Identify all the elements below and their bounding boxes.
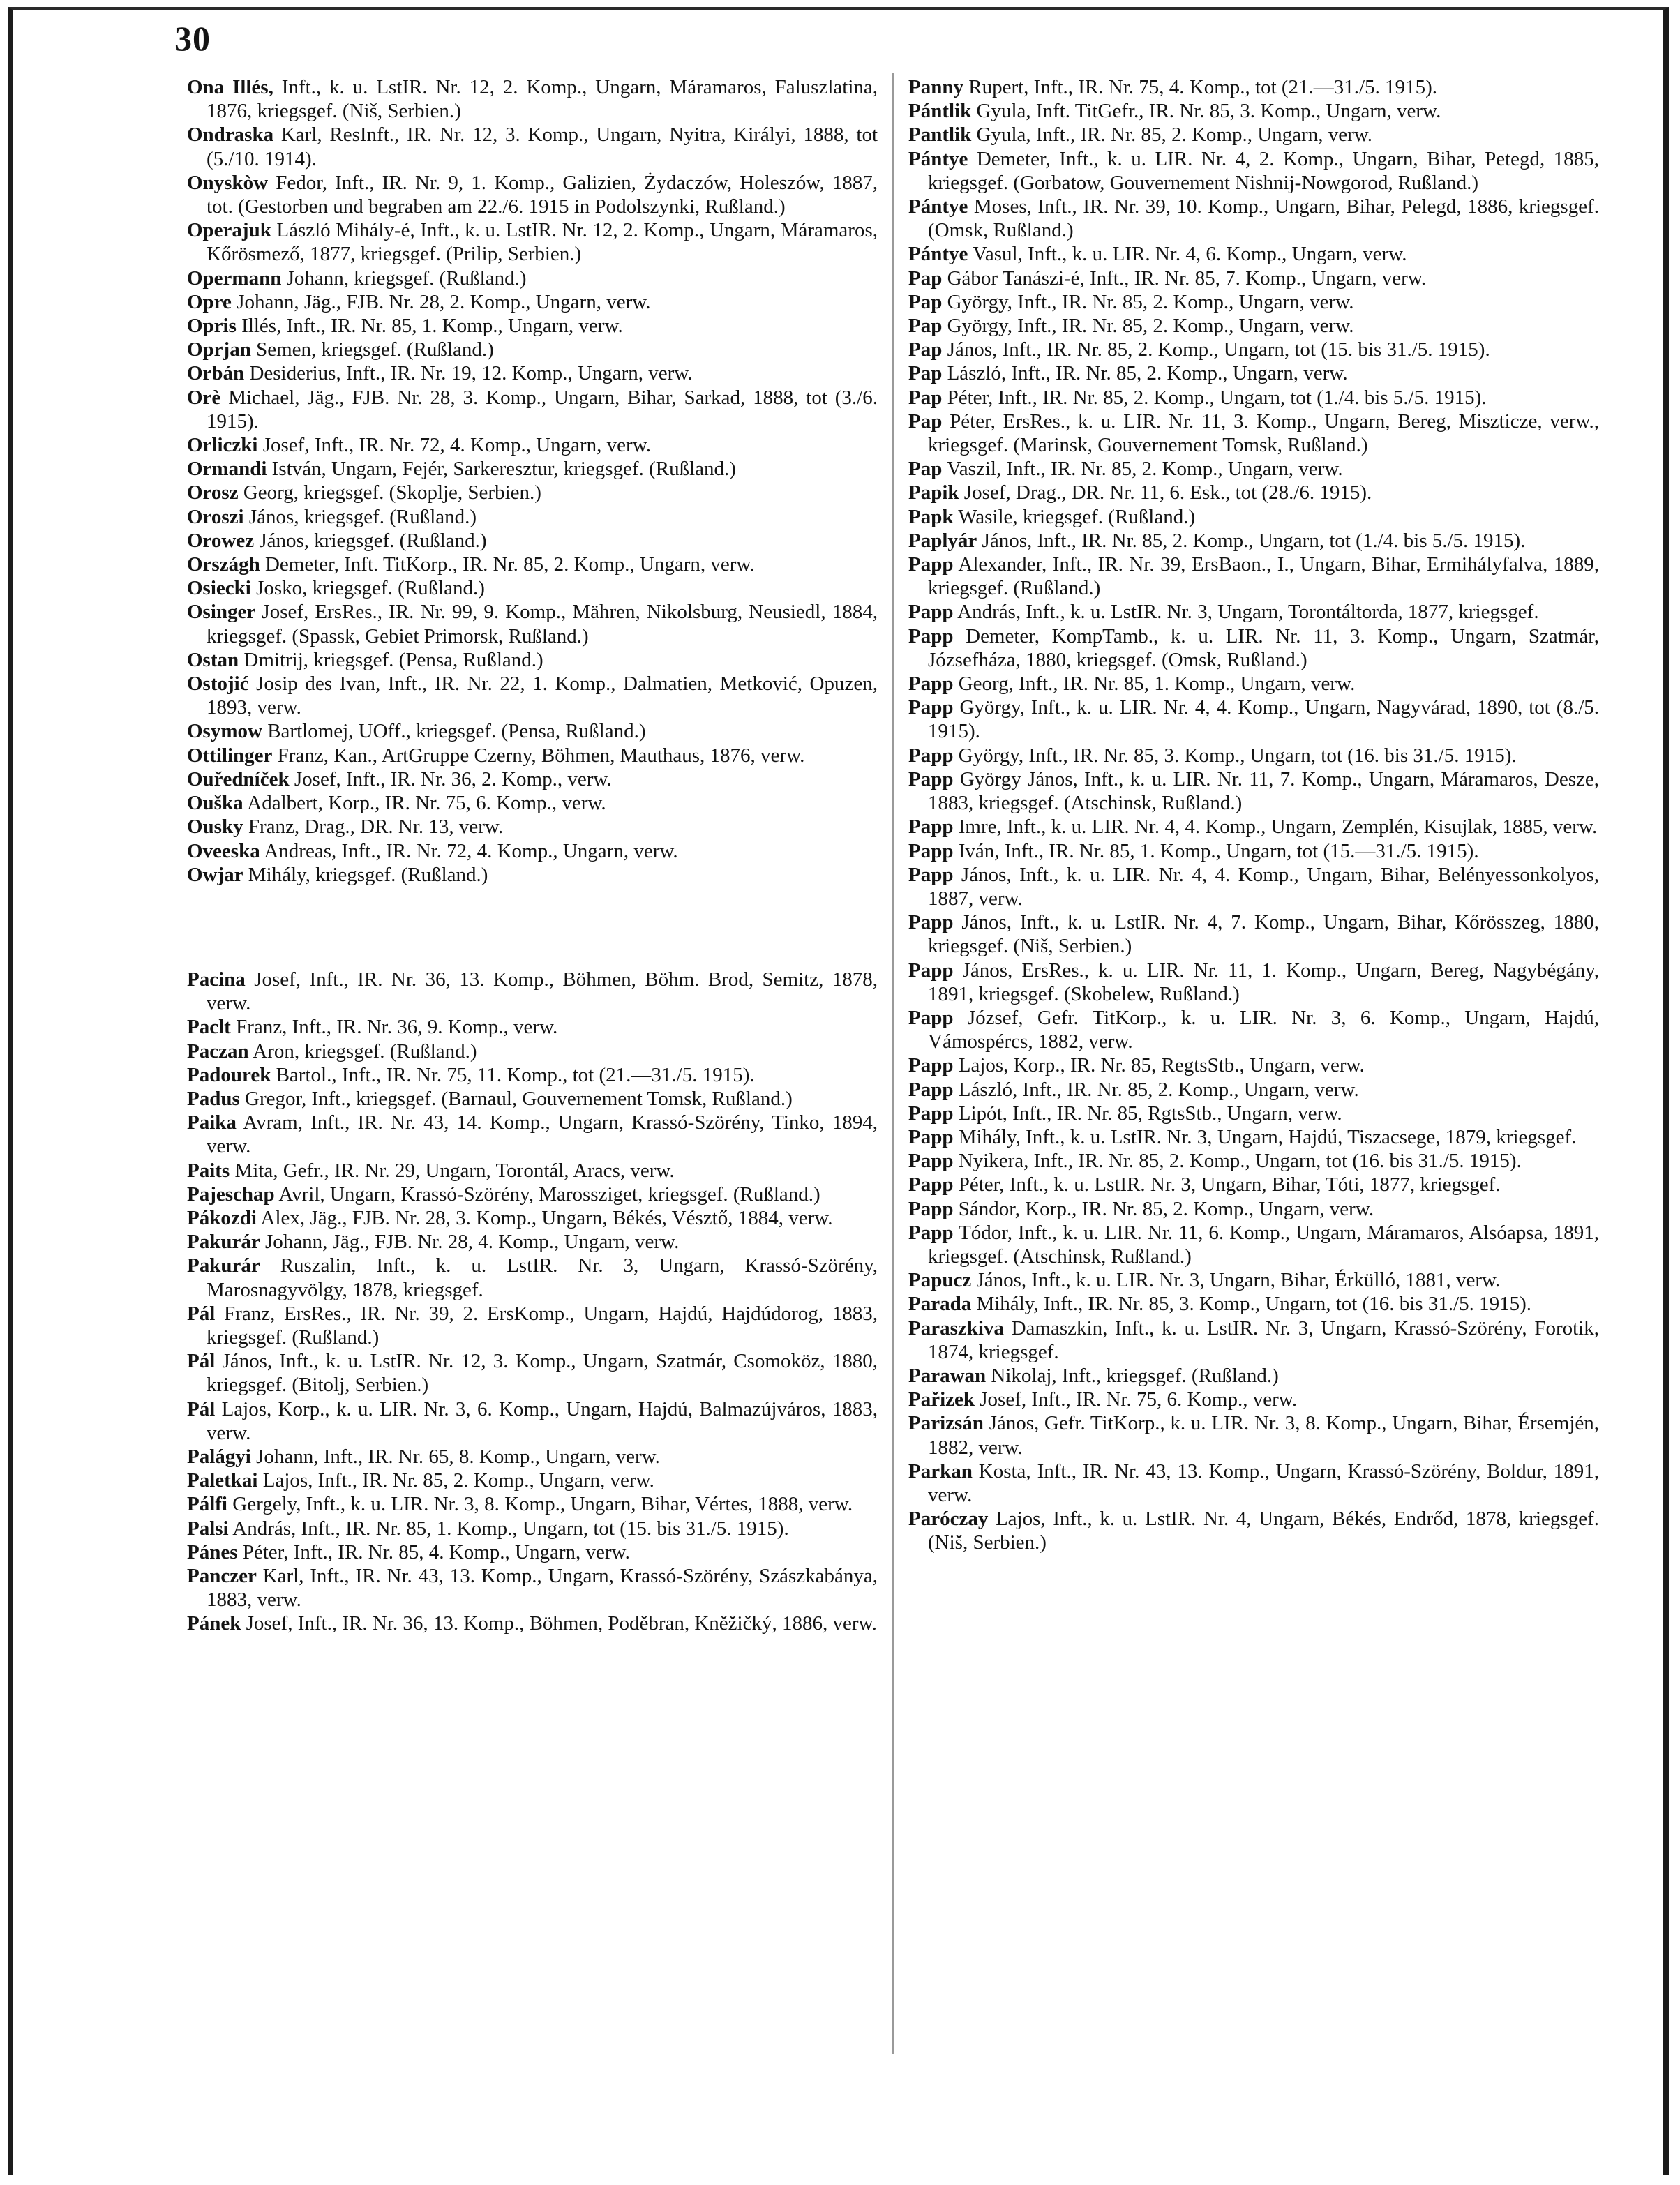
register-entry bbox=[187, 767, 878, 791]
entry-details: Inft., k. u. LstIR. Nr. 12, 2. Komp., Ungarn, Máramaros, Faluszlatina, 1876, kriegsgef. (Niš, Serbien.) bbox=[207, 76, 878, 123]
register-entry bbox=[908, 481, 1599, 504]
entry-details: Demeter, Inft. TitKorp., IR. Nr. 85, 2. Komp., Ungarn, verw. bbox=[260, 553, 755, 576]
entry-details: Bartol., Inft., IR. Nr. 75, 11. Komp., tot (21.—31./5. 1915). bbox=[271, 1063, 755, 1086]
entry-surname: Papp bbox=[908, 696, 954, 719]
entry-details: Gergely, Inft., k. u. LIR. Nr. 3, 8. Komp., Ungarn, Bihar, Vértes, 1888, verw. bbox=[227, 1493, 853, 1516]
entry-details: Franz, ErsRes., IR. Nr. 39, 2. ErsKomp., Ungarn, Hajdú, Hajdúdorog, 1883, kriegsgef. (Rußland.) bbox=[207, 1302, 878, 1349]
register-entry bbox=[187, 744, 878, 767]
entry-details: Vaszil, Inft., IR. Nr. 85, 2. Komp., Ungarn, verw. bbox=[942, 458, 1343, 481]
register-entry bbox=[187, 1015, 878, 1039]
register-entry bbox=[187, 1254, 878, 1301]
entry-surname: Pakurár bbox=[187, 1254, 260, 1277]
register-entry bbox=[908, 1411, 1599, 1459]
entry-details: Péter, Inft., IR. Nr. 85, 2. Komp., Ungarn, tot (1./4. bis 5./5. 1915). bbox=[942, 386, 1487, 409]
register-entry bbox=[187, 1039, 878, 1063]
entry-surname: Papucz bbox=[908, 1269, 972, 1292]
entry-surname: Pap bbox=[908, 362, 943, 385]
entry-details: Andreas, Inft., IR. Nr. 72, 4. Komp., Ungarn, verw. bbox=[260, 839, 678, 862]
entry-details: Johann, Jäg., FJB. Nr. 28, 4. Komp., Ungarn, verw. bbox=[260, 1231, 680, 1254]
entry-details: Desiderius, Inft., IR. Nr. 19, 12. Komp., Ungarn, verw. bbox=[244, 362, 693, 385]
entry-details: Josef, Drag., DR. Nr. 11, 6. Esk., tot (28./6. 1915). bbox=[959, 481, 1372, 504]
entry-surname: Papp bbox=[908, 816, 954, 839]
entry-surname: Pap bbox=[908, 386, 943, 409]
entry-details: Johann, Jäg., FJB. Nr. 28, 2. Komp., Ungarn, verw. bbox=[231, 290, 651, 313]
entry-surname: Papp bbox=[908, 1125, 954, 1148]
register-entry bbox=[187, 576, 878, 600]
entry-details: Wasile, kriegsgef. (Rußland.) bbox=[953, 505, 1196, 528]
entry-surname: Parada bbox=[908, 1293, 972, 1316]
entry-details: József, Gefr. TitKorp., k. u. LIR. Nr. 3, 6. Komp., Ungarn, Hajdú, Vámospércs, 1882, verw. bbox=[928, 1006, 1599, 1053]
entry-surname: Orowez bbox=[187, 529, 255, 552]
register-entry bbox=[908, 361, 1599, 385]
entry-surname: Papik bbox=[908, 481, 959, 504]
entry-surname: Országh bbox=[187, 553, 260, 576]
register-entry bbox=[908, 290, 1599, 314]
entry-details: György, Inft., IR. Nr. 85, 3. Komp., Ungarn, tot (16. bis 31./5. 1915). bbox=[953, 744, 1517, 767]
entry-surname: Papp bbox=[908, 839, 954, 862]
entry-surname: Palsi bbox=[187, 1517, 229, 1540]
entry-details: Josef, Inft., IR. Nr. 36, 2. Komp., verw. bbox=[289, 767, 612, 790]
entry-surname: Paraszkiva bbox=[908, 1316, 1004, 1339]
register-entry bbox=[908, 195, 1599, 242]
entry-surname: Ormandi bbox=[187, 458, 267, 481]
entry-details: Fedor, Inft., IR. Nr. 9, 1. Komp., Galizien, Żydaczów, Holeszów, 1887, tot. (Gestorben und begraben am 22./6. 1915 in Podolszynki, Rußland.) bbox=[207, 171, 878, 218]
entry-surname: Paróczay bbox=[908, 1508, 989, 1531]
register-entry bbox=[187, 338, 878, 361]
register-entry bbox=[187, 314, 878, 338]
entry-surname: Papp bbox=[908, 1173, 954, 1196]
register-entry bbox=[908, 123, 1599, 147]
entry-details: Georg, Inft., IR. Nr. 85, 1. Komp., Ungarn, verw. bbox=[953, 673, 1356, 696]
entry-surname: Ouška bbox=[187, 792, 243, 815]
entry-surname: Osinger bbox=[187, 601, 256, 624]
register-entry bbox=[908, 863, 1599, 910]
register-entry bbox=[908, 1221, 1599, 1268]
register-entry bbox=[187, 218, 878, 266]
register-entry bbox=[187, 266, 878, 290]
entry-details: Gábor Tanászi-é, Inft., IR. Nr. 85, 7. Komp., Ungarn, verw. bbox=[942, 266, 1427, 290]
entry-surname: Paclt bbox=[187, 1016, 231, 1039]
entry-details: Mihály, kriegsgef. (Rußland.) bbox=[243, 863, 488, 886]
entry-details: János, Gefr. TitKorp., k. u. LIR. Nr. 3, 8. Komp., Ungarn, Bihar, Érsemjén, 1882, verw. bbox=[928, 1412, 1599, 1459]
entry-surname: Onyskòw bbox=[187, 171, 269, 194]
entry-surname: Papp bbox=[908, 624, 954, 647]
register-entry bbox=[187, 481, 878, 504]
entry-details: Lipót, Inft., IR. Nr. 85, RgtsStb., Ungarn, verw. bbox=[953, 1102, 1342, 1125]
entry-details: Imre, Inft., k. u. LIR. Nr. 4, 4. Komp., Ungarn, Zemplén, Kisujlak, 1885, verw. bbox=[953, 816, 1598, 839]
entry-surname: Papp bbox=[908, 601, 954, 624]
entry-details: György, Inft., IR. Nr. 85, 2. Komp., Ungarn, verw. bbox=[942, 290, 1354, 313]
entry-details: Karl, Inft., IR. Nr. 43, 13. Komp., Ungarn, Krassó-Szörény, Szászkabánya, 1883, verw. bbox=[207, 1564, 878, 1612]
register-entry bbox=[908, 1316, 1599, 1364]
right-column bbox=[908, 75, 1599, 1555]
entry-details: András, Inft., k. u. LstIR. Nr. 3, Ungarn, Torontáltorda, 1877, kriegsgef. bbox=[953, 601, 1539, 624]
entry-details: Semen, kriegsgef. (Rußland.) bbox=[250, 338, 494, 361]
entry-surname: Opermann bbox=[187, 266, 282, 290]
register-entry bbox=[187, 1564, 878, 1612]
entry-surname: Orosz bbox=[187, 481, 239, 504]
entry-details: Josef, ErsRes., IR. Nr. 99, 9. Komp., Mähren, Nikolsburg, Neusiedl, 1884, kriegsgef. (Spassk, Gebiet Primorsk, Rußland.) bbox=[207, 601, 878, 647]
entry-details: Péter, ErsRes., k. u. LIR. Nr. 11, 3. Komp., Ungarn, Bereg, Miszticze, verw., kriegsgef. (Marinsk, Gouvernement Tomsk, Rußland.) bbox=[928, 410, 1599, 457]
entry-surname: Owjar bbox=[187, 863, 243, 886]
register-entry bbox=[908, 386, 1599, 410]
register-entry bbox=[187, 75, 878, 123]
register-entry bbox=[908, 99, 1599, 123]
entry-details: Michael, Jäg., FJB. Nr. 28, 3. Komp., Ungarn, Bihar, Sarkad, 1888, tot (3./6. 1915). bbox=[207, 386, 878, 433]
entry-details: Josef, Inft., IR. Nr. 72, 4. Komp., Ungarn, verw. bbox=[257, 434, 652, 457]
register-entry bbox=[187, 791, 878, 815]
register-entry bbox=[908, 242, 1599, 266]
entry-details: Johann, kriegsgef. (Rußland.) bbox=[281, 266, 527, 290]
entry-surname: Papp bbox=[908, 1102, 954, 1125]
entry-surname: Paletkai bbox=[187, 1469, 258, 1492]
register-entry bbox=[908, 1388, 1599, 1411]
register-entry bbox=[908, 1053, 1599, 1077]
entry-details: András, Inft., IR. Nr. 85, 1. Komp., Ungarn, tot (15. bis 31./5. 1915). bbox=[228, 1517, 789, 1540]
entry-surname: Papp bbox=[908, 1054, 954, 1077]
entry-details: Lajos, Korp., IR. Nr. 85, RegtsStb., Ungarn, verw. bbox=[953, 1054, 1365, 1077]
register-entry bbox=[908, 910, 1599, 958]
entry-details: Avril, Ungarn, Krassó-Szörény, Marossziget, kriegsgef. (Rußland.) bbox=[274, 1182, 820, 1206]
register-entry bbox=[908, 839, 1599, 863]
entry-details: Franz, Drag., DR. Nr. 13, verw. bbox=[243, 816, 504, 839]
entry-details: Mihály, Inft., k. u. LstIR. Nr. 3, Ungarn, Hajdú, Tiszacsege, 1879, kriegsgef. bbox=[953, 1125, 1577, 1148]
register-entry bbox=[187, 719, 878, 743]
entry-surname: Ostojić bbox=[187, 673, 249, 696]
register-entry bbox=[187, 386, 878, 433]
entry-details: György, Inft., IR. Nr. 85, 2. Komp., Ungarn, verw. bbox=[942, 315, 1354, 338]
entry-surname: Paplyár bbox=[908, 529, 977, 552]
register-entry bbox=[187, 1492, 878, 1516]
entry-details: László, Inft., IR. Nr. 85, 2. Komp., Ungarn, verw. bbox=[953, 1078, 1359, 1101]
register-entry bbox=[908, 505, 1599, 529]
register-entry bbox=[908, 672, 1599, 696]
entry-details: János, Inft., k. u. LstIR. Nr. 4, 7. Komp., Ungarn, Bihar, Kőrösszeg, 1880, kriegsgef. (Niš, Serbien.) bbox=[928, 911, 1599, 958]
register-entry bbox=[187, 815, 878, 839]
entry-surname: Padourek bbox=[187, 1063, 271, 1086]
entry-surname: Oveeska bbox=[187, 839, 260, 862]
entry-details: Vasul, Inft., k. u. LIR. Nr. 4, 6. Komp., Ungarn, verw. bbox=[968, 243, 1407, 266]
register-entry bbox=[187, 457, 878, 481]
entry-details: Rupert, Inft., IR. Nr. 75, 4. Komp., tot (21.—31./5. 1915). bbox=[963, 76, 1438, 98]
entry-details: Avram, Inft., IR. Nr. 43, 14. Komp., Ungarn, Krassó-Szörény, Tinko, 1894, verw. bbox=[207, 1111, 878, 1158]
register-entry bbox=[187, 1230, 878, 1254]
entry-details: Lajos, Inft., IR. Nr. 85, 2. Komp., Ungarn, verw. bbox=[257, 1469, 654, 1492]
register-entry bbox=[908, 1268, 1599, 1292]
entry-surname: Parkan bbox=[908, 1459, 973, 1482]
register-entry bbox=[187, 171, 878, 218]
register-entry bbox=[908, 1197, 1599, 1221]
entry-details: Dmitrij, kriegsgef. (Pensa, Rußland.) bbox=[239, 648, 543, 671]
entry-surname: Panny bbox=[908, 76, 963, 98]
entry-details: Moses, Inft., IR. Nr. 39, 10. Komp., Ungarn, Bihar, Pelegd, 1886, kriegsgef. (Omsk, Rußland.) bbox=[928, 195, 1599, 242]
register-entry bbox=[187, 1349, 878, 1397]
entry-details: Demeter, Inft., k. u. LIR. Nr. 4, 2. Komp., Ungarn, Bihar, Petegd, 1885, kriegsgef. (Gorbatow, Gouvernement Nishnij-Nowgorod, Rußland.) bbox=[928, 147, 1599, 194]
entry-details: Georg, kriegsgef. (Skoplje, Serbien.) bbox=[238, 481, 541, 504]
entry-details: Josef, Inft., IR. Nr. 75, 6. Komp., verw. bbox=[975, 1388, 1298, 1411]
entry-details: János, kriegsgef. (Rußland.) bbox=[254, 529, 487, 552]
register-entry bbox=[187, 672, 878, 719]
entry-surname: Oroszi bbox=[187, 505, 244, 528]
entry-details: Nyikera, Inft., IR. Nr. 85, 2. Komp., Ungarn, tot (16. bis 31./5. 1915). bbox=[953, 1150, 1522, 1173]
register-entry bbox=[187, 505, 878, 529]
register-entry bbox=[187, 433, 878, 457]
entry-surname: Pántye bbox=[908, 243, 968, 266]
page-number: 30 bbox=[174, 19, 211, 58]
entry-details: Nikolaj, Inft., kriegsgef. (Rußland.) bbox=[986, 1364, 1279, 1387]
register-entry bbox=[187, 1540, 878, 1564]
entry-surname: Pál bbox=[187, 1397, 216, 1420]
entry-details: Gyula, Inft. TitGefr., IR. Nr. 85, 3. Komp., Ungarn, verw. bbox=[971, 100, 1441, 123]
entry-details: Tódor, Inft., k. u. LIR. Nr. 11, 6. Komp., Ungarn, Máramaros, Alsóapsa, 1891, kriegsgef. (Atschinsk, Rußland.) bbox=[928, 1221, 1599, 1268]
entry-details: Sándor, Korp., IR. Nr. 85, 2. Komp., Ungarn, verw. bbox=[953, 1197, 1374, 1220]
register-entry bbox=[908, 266, 1599, 290]
entry-details: Mita, Gefr., IR. Nr. 29, Ungarn, Torontál, Aracs, verw. bbox=[230, 1159, 675, 1182]
entry-details: Lajos, Korp., k. u. LIR. Nr. 3, 6. Komp., Ungarn, Hajdú, Balmazújváros, 1883, verw. bbox=[207, 1397, 878, 1444]
entry-details: Josip des Ivan, Inft., IR. Nr. 22, 1. Komp., Dalmatien, Metković, Opuzen, 1893, verw. bbox=[207, 673, 878, 719]
register-entry bbox=[908, 314, 1599, 338]
entry-surname: Operajuk bbox=[187, 219, 271, 242]
register-entry bbox=[908, 1459, 1599, 1507]
entry-details: Johann, Inft., IR. Nr. 65, 8. Komp., Ungarn, verw. bbox=[250, 1445, 660, 1468]
entry-surname: Pap bbox=[908, 290, 943, 313]
register-entry bbox=[908, 767, 1599, 815]
entry-surname: Pap bbox=[908, 315, 943, 338]
entry-details: Franz, Kan., ArtGruppe Czerny, Böhmen, Mauthaus, 1876, verw. bbox=[272, 744, 805, 767]
entry-details: Karl, ResInft., IR. Nr. 12, 3. Komp., Ungarn, Nyitra, Királyi, 1888, tot (5./10. 1914). bbox=[207, 123, 878, 170]
entry-surname: Papp bbox=[908, 959, 954, 982]
register-entry bbox=[908, 338, 1599, 361]
register-entry bbox=[908, 1149, 1599, 1173]
entry-details: Alex, Jäg., FJB. Nr. 28, 3. Komp., Ungarn, Békés, Vésztő, 1884, verw. bbox=[256, 1206, 833, 1229]
entry-surname: Pál bbox=[187, 1350, 216, 1373]
register-entry bbox=[187, 1612, 878, 1635]
register-entry bbox=[908, 744, 1599, 767]
entry-details: Illés, Inft., IR. Nr. 85, 1. Komp., Ungarn, verw. bbox=[236, 315, 623, 338]
entry-surname: Pánes bbox=[187, 1540, 238, 1563]
entry-details: László, Inft., IR. Nr. 85, 2. Komp., Ungarn, verw. bbox=[942, 362, 1348, 385]
entry-surname: Pálfi bbox=[187, 1493, 227, 1516]
register-entry bbox=[187, 1111, 878, 1158]
left-column bbox=[187, 75, 878, 1636]
entry-surname: Papp bbox=[908, 863, 954, 886]
register-entry bbox=[187, 1397, 878, 1445]
register-entry bbox=[187, 1206, 878, 1230]
register-entry bbox=[187, 1159, 878, 1182]
entry-surname: Ondraska bbox=[187, 123, 274, 147]
entry-surname: Pánek bbox=[187, 1612, 241, 1635]
entry-surname: Panczer bbox=[187, 1564, 257, 1587]
entry-details: Ruszalin, Inft., k. u. LstIR. Nr. 3, Ungarn, Krassó-Szörény, Marosnagyvölgy, 1878, kriegsgef. bbox=[207, 1254, 878, 1301]
entry-details: Franz, Inft., IR. Nr. 36, 9. Komp., verw. bbox=[230, 1016, 558, 1039]
entry-surname: Osiecki bbox=[187, 577, 251, 600]
register-entry bbox=[187, 863, 878, 887]
register-entry bbox=[908, 696, 1599, 743]
register-entry bbox=[908, 553, 1599, 600]
entry-surname: Pařizek bbox=[908, 1388, 975, 1411]
register-entry bbox=[908, 75, 1599, 99]
register-entry bbox=[908, 1006, 1599, 1053]
register-entry bbox=[187, 1182, 878, 1206]
column-divider bbox=[892, 73, 894, 2054]
register-entry bbox=[908, 147, 1599, 195]
entry-surname: Oprjan bbox=[187, 338, 251, 361]
entry-surname: Pap bbox=[908, 410, 943, 433]
entry-details: János, Inft., IR. Nr. 85, 2. Komp., Ungarn, tot (15. bis 31./5. 1915). bbox=[942, 338, 1490, 361]
entry-surname: Parizsán bbox=[908, 1412, 984, 1435]
entry-surname: Opre bbox=[187, 290, 232, 313]
entry-surname: Papp bbox=[908, 744, 954, 767]
register-entry bbox=[187, 968, 878, 1015]
entry-details: Adalbert, Korp., IR. Nr. 75, 6. Komp., verw. bbox=[243, 792, 606, 815]
register-entry bbox=[908, 410, 1599, 457]
entry-surname: Pap bbox=[908, 338, 943, 361]
entry-surname: Papp bbox=[908, 1006, 954, 1029]
entry-surname: Pákozdi bbox=[187, 1206, 257, 1229]
entry-details: János, Inft., IR. Nr. 85, 2. Komp., Ungarn, tot (1./4. bis 5./5. 1915). bbox=[977, 529, 1526, 552]
entry-details: Aron, kriegsgef. (Rußland.) bbox=[248, 1039, 477, 1063]
entry-surname: Papp bbox=[908, 1197, 954, 1220]
entry-details: János, Inft., k. u. LIR. Nr. 3, Ungarn, Bihar, Érkülló, 1881, verw. bbox=[971, 1269, 1501, 1292]
entry-details: Iván, Inft., IR. Nr. 85, 1. Komp., Ungarn, tot (15.—31./5. 1915). bbox=[953, 839, 1479, 862]
entry-surname: Papp bbox=[908, 767, 954, 790]
register-entry bbox=[187, 1063, 878, 1087]
entry-surname: Opris bbox=[187, 315, 237, 338]
entry-surname: Ottilinger bbox=[187, 744, 273, 767]
register-entry bbox=[908, 1125, 1599, 1149]
register-entry bbox=[908, 529, 1599, 553]
register-entry bbox=[187, 1087, 878, 1111]
entry-details: Péter, Inft., IR. Nr. 85, 4. Komp., Ungarn, verw. bbox=[237, 1540, 630, 1563]
entry-details: Péter, Inft., k. u. LstIR. Nr. 3, Ungarn, Bihar, Tóti, 1877, kriegsgef. bbox=[953, 1173, 1501, 1196]
entry-surname: Pajeschap bbox=[187, 1182, 275, 1206]
register-entry bbox=[908, 600, 1599, 624]
register-entry bbox=[187, 1469, 878, 1492]
register-entry bbox=[908, 1507, 1599, 1554]
entry-surname: Palágyi bbox=[187, 1445, 251, 1468]
register-entry bbox=[187, 553, 878, 576]
entry-surname: Parawan bbox=[908, 1364, 987, 1387]
entry-surname: Osymow bbox=[187, 720, 262, 743]
entry-surname: Pap bbox=[908, 266, 943, 290]
entry-surname: Pántye bbox=[908, 147, 968, 170]
register-entry bbox=[908, 959, 1599, 1006]
entry-surname: Ostan bbox=[187, 648, 239, 671]
entry-details: István, Ungarn, Fejér, Sarkeresztur, kriegsgef. (Rußland.) bbox=[267, 458, 736, 481]
entry-details: János, kriegsgef. (Rußland.) bbox=[243, 505, 477, 528]
register-entry bbox=[908, 1364, 1599, 1388]
entry-surname: Orliczki bbox=[187, 434, 258, 457]
entry-details: János, Inft., k. u. LstIR. Nr. 12, 3. Komp., Ungarn, Szatmár, Csomoköz, 1880, kriegsgef. (Bitolj, Serbien.) bbox=[207, 1350, 878, 1397]
entry-surname: Paczan bbox=[187, 1039, 249, 1063]
entry-surname: Orbán bbox=[187, 362, 245, 385]
entry-details: György, Inft., k. u. LIR. Nr. 4, 4. Komp., Ungarn, Nagyvárad, 1890, tot (8./5. 1915). bbox=[928, 696, 1599, 743]
register-entry bbox=[187, 648, 878, 672]
register-entry bbox=[187, 1302, 878, 1349]
entry-surname: Pacina bbox=[187, 968, 246, 991]
entry-surname: Paika bbox=[187, 1111, 237, 1134]
entry-details: Josef, Inft., IR. Nr. 36, 13. Komp., Böhmen, Böhm. Brod, Semitz, 1878, verw. bbox=[207, 968, 878, 1015]
entry-surname: Pántye bbox=[908, 195, 968, 218]
register-entry bbox=[187, 1517, 878, 1540]
entry-surname: Papp bbox=[908, 1150, 954, 1173]
register-entry bbox=[908, 815, 1599, 839]
entry-details: Damaszkin, Inft., k. u. LstIR. Nr. 3, Ungarn, Krassó-Szörény, Forotik, 1874, kriegsgef. bbox=[928, 1316, 1599, 1363]
entry-details: Josko, kriegsgef. (Rußland.) bbox=[250, 577, 485, 600]
register-entry bbox=[908, 1102, 1599, 1125]
entry-surname: Orè bbox=[187, 386, 221, 409]
entry-details: Bartlomej, UOff., kriegsgef. (Pensa, Rußland.) bbox=[262, 720, 646, 743]
register-entry bbox=[908, 624, 1599, 672]
entry-surname: Pántlik bbox=[908, 100, 972, 123]
entry-details: Josef, Inft., IR. Nr. 36, 13. Komp., Böhmen, Poděbran, Kněžičký, 1886, verw. bbox=[241, 1612, 877, 1635]
register-entry bbox=[908, 1078, 1599, 1102]
register-entry bbox=[187, 600, 878, 647]
entry-details: Gyula, Inft., IR. Nr. 85, 2. Komp., Ungarn, verw. bbox=[971, 123, 1373, 147]
entry-details: János, Inft., k. u. LIR. Nr. 4, 4. Komp., Ungarn, Bihar, Belényessonkolyos, 1887, verw. bbox=[928, 863, 1599, 910]
register-entry bbox=[187, 361, 878, 385]
entry-surname: Papp bbox=[908, 1221, 954, 1244]
entry-surname: Ona Illés, bbox=[187, 76, 273, 98]
entry-details: Mihály, Inft., IR. Nr. 85, 3. Komp., Ungarn, tot (16. bis 31./5. 1915). bbox=[971, 1293, 1532, 1316]
entry-surname: Pakurár bbox=[187, 1231, 260, 1254]
entry-surname: Padus bbox=[187, 1087, 240, 1110]
entry-surname: Papp bbox=[908, 673, 954, 696]
register-entry bbox=[187, 1445, 878, 1469]
entry-surname: Ousky bbox=[187, 816, 243, 839]
register-entry bbox=[187, 123, 878, 170]
register-entry bbox=[187, 529, 878, 553]
entry-details: Lajos, Inft., k. u. LstIR. Nr. 4, Ungarn, Békés, Endrőd, 1878, kriegsgef. (Niš, Serbien.) bbox=[928, 1508, 1599, 1554]
entry-surname: Papp bbox=[908, 553, 954, 576]
register-entry bbox=[187, 290, 878, 314]
register-entry bbox=[908, 1292, 1599, 1316]
entry-details: Alexander, Inft., IR. Nr. 39, ErsBaon., I., Ungarn, Bihar, Ermihályfalva, 1889, kriegsgef. (Rußland.) bbox=[928, 553, 1599, 600]
register-entry bbox=[187, 839, 878, 863]
register-entry bbox=[908, 1173, 1599, 1196]
entry-details: Demeter, KompTamb., k. u. LIR. Nr. 11, 3. Komp., Ungarn, Szatmár, Józsefháza, 1880, kriegsgef. (Omsk, Rußland.) bbox=[928, 624, 1599, 671]
entry-details: Kosta, Inft., IR. Nr. 43, 13. Komp., Ungarn, Krassó-Szörény, Boldur, 1891, verw. bbox=[928, 1459, 1599, 1506]
entry-surname: Pantlik bbox=[908, 123, 972, 147]
entry-details: Gregor, Inft., kriegsgef. (Barnaul, Gouvernement Tomsk, Rußland.) bbox=[239, 1087, 793, 1110]
entry-surname: Papp bbox=[908, 911, 954, 934]
entry-surname: Ouředníček bbox=[187, 767, 290, 790]
entry-details: János, ErsRes., k. u. LIR. Nr. 11, 1. Komp., Ungarn, Bereg, Nagybégány, 1891, kriegsgef. (Skobelew, Rußland.) bbox=[928, 959, 1599, 1005]
entry-surname: Papp bbox=[908, 1078, 954, 1101]
entry-surname: Papk bbox=[908, 505, 954, 528]
entry-details: György János, Inft., k. u. LIR. Nr. 11, 7. Komp., Ungarn, Máramaros, Desze, 1883, kriegsgef. (Atschinsk, Rußland.) bbox=[928, 767, 1599, 815]
register-entry bbox=[908, 457, 1599, 481]
entry-surname: Paits bbox=[187, 1159, 230, 1182]
entry-surname: Pál bbox=[187, 1302, 216, 1325]
entry-surname: Pap bbox=[908, 458, 943, 481]
entry-details: László Mihály-é, Inft., k. u. LstIR. Nr. 12, 2. Komp., Ungarn, Máramaros, Kőrösmező, 1877, kriegsgef. (Prilip, Serbien.) bbox=[207, 219, 878, 266]
